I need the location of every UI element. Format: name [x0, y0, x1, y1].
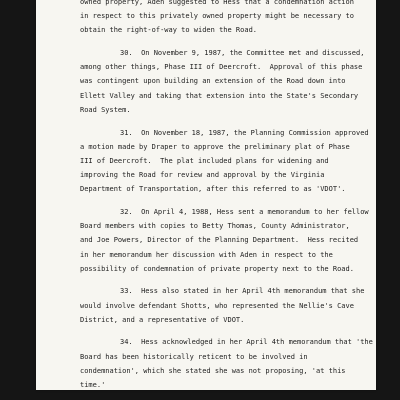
- text-line: time.': [80, 381, 106, 389]
- document-body: [80, 0, 376, 390]
- text-line: Road System.: [80, 105, 131, 114]
- text-line: was contingent upon building an extension of the Road down into: [80, 77, 346, 86]
- text-line: Ellett Valley and taking that extension into the State's Secondary: [80, 91, 359, 100]
- paragraph-33-start: 33. Hess also stated in her April 4th memorandum that she: [120, 287, 365, 296]
- text-line: would involve defendant Shotts, who represented the Nellie's Cave: [80, 301, 354, 310]
- text-line: condemnation', which she stated she was not proposing, 'at this: [80, 366, 346, 375]
- paragraph-31-start: 31. On November 18, 1987, the Planning Commission approved: [120, 128, 369, 137]
- text-line: a motion made by Draper to approve the preliminary plat of Phase: [80, 142, 350, 151]
- document-page: [36, 0, 376, 390]
- text-line: among other things, Phase III of Deercroft. Approval of this phase: [80, 63, 363, 72]
- paragraph-34-start: 34. Hess acknowledged in her April 4th memorandum that 'the: [120, 338, 373, 347]
- text-line: in respect to this privately owned property might be necessary to: [80, 12, 354, 21]
- text-line: III of Deercroft. The plat included plans for widening and: [80, 156, 329, 165]
- text-line: and Joe Powers, Director of the Planning Department. Hess recited: [80, 236, 359, 245]
- text-line: Department of Transportation, after this referred to as 'VDOT'.: [80, 185, 346, 194]
- text-line: District, and a representative of VDOT.: [80, 315, 245, 324]
- text-line: Board has been historically reticent to be involved in: [80, 352, 308, 361]
- text-line: Board members with copies to Betty Thomas, County Administrator,: [80, 222, 350, 231]
- text-line: obtain the right-of-way to widen the Road.: [80, 26, 258, 35]
- text-line: improving the Road for review and approval by the Virginia: [80, 171, 325, 180]
- paragraph-32-start: 32. On April 4, 1988, Hess sent a memorandum to her fellow: [120, 207, 369, 216]
- paragraph-30-start: 30. On November 9, 1987, the Committee met and discussed,: [120, 49, 365, 58]
- text-line: possibility of condemnation of private property next to the Road.: [80, 264, 354, 273]
- text-line: owned property, Aden suggested to Hess that a condemnation action: [80, 0, 354, 6]
- text-line: in her memorandum her discussion with Aden in respect to the: [80, 250, 333, 259]
